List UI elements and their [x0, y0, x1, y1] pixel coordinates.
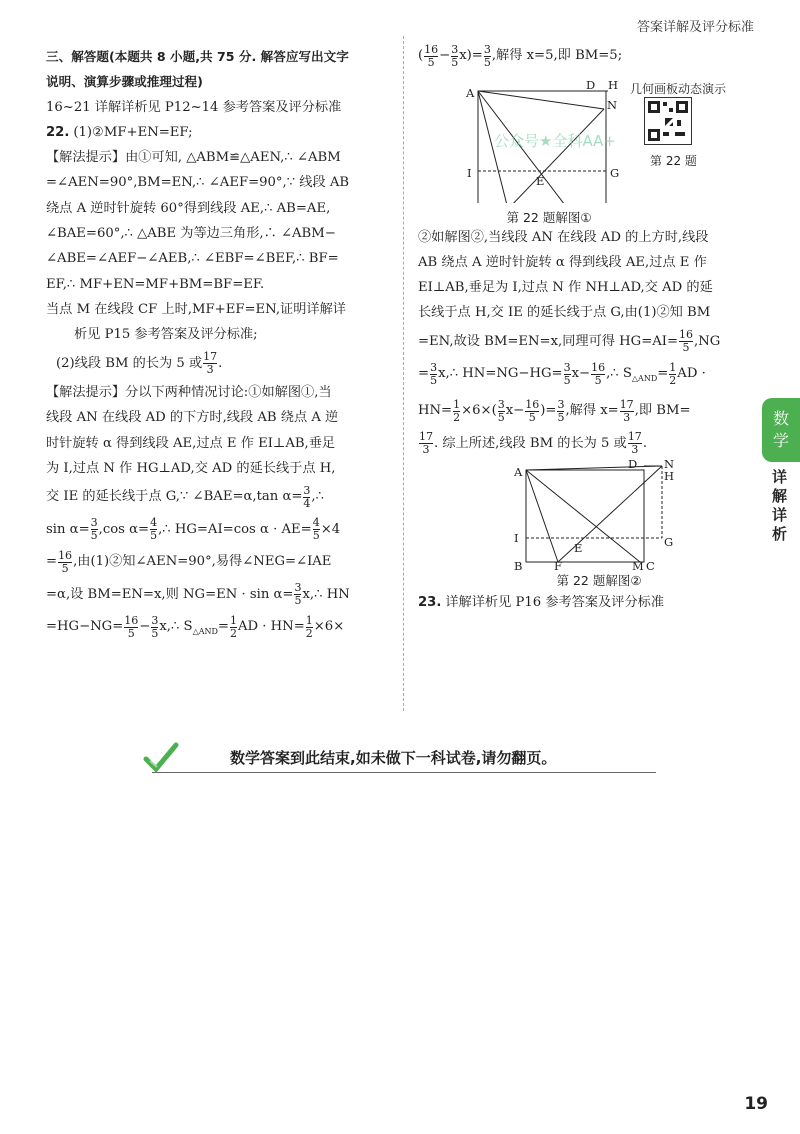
fig2-label-A: A	[514, 465, 523, 480]
fig2-label-D: D	[628, 460, 638, 472]
fig2-label-N: N	[664, 460, 675, 472]
fraction: $\frac{17}{3}$	[203, 350, 218, 377]
fraction: $\frac{3}{5}$	[483, 42, 491, 69]
text-line: 线段 AN 在线段 AD 的下方时,线段 AB 绕点 A 逆	[46, 410, 339, 426]
fraction: $\frac{16}{5}$	[58, 548, 73, 575]
fraction: $\frac{1}{2}$	[305, 613, 313, 640]
fraction: $\frac{16}{5}$	[124, 613, 139, 640]
fraction: $\frac{17}{3}$	[619, 397, 634, 424]
ref-16-21: 16~21 详解详析见 P12~14 参考答案及评分标准	[46, 99, 342, 115]
fraction: $\frac{3}{4}$	[303, 483, 311, 510]
end-note-rule	[152, 772, 656, 773]
subject-tab: 数学	[762, 398, 800, 462]
q23: 23. 详解详析见 P16 参考答案及评分标准	[418, 595, 665, 611]
figure-2-caption: 第 22 题解图②	[556, 573, 642, 589]
fig1-label-H: H	[608, 77, 619, 92]
text-line: =∠AEN=90°,BM=EN,∴ ∠AEF=90°,∵ 线段 AB	[46, 175, 350, 191]
end-note-text: 数学答案到此结束,如未做下一科试卷,请勿翻页。	[230, 749, 557, 767]
text-line: 为 I,过点 N 作 HG⊥AD,交 AD 的延长线于点 H,	[46, 460, 336, 476]
figure-2-block	[418, 460, 754, 589]
text-line: 【解法提示】分以下两种情况讨论:①如解图①,当	[46, 385, 332, 401]
fraction: $\frac{16}{5}$	[424, 42, 439, 69]
section-title-cont: 说明、演算步骤或推理过程)	[46, 74, 203, 90]
column-divider	[403, 36, 404, 711]
fraction: $\frac{17}{3}$	[627, 430, 642, 457]
text-line: 长线于点 H,交 IE 的延长线于点 G,由(1)②知 BM	[418, 305, 711, 321]
fig1-label-G: G	[610, 165, 620, 180]
fig1-label-D: D	[586, 77, 596, 92]
math-line: =α,设 BM=EN=x,则 NG=EN · sin α= $\frac{3}{5}$ x,∴ HN	[46, 581, 350, 608]
qr-code[interactable]	[644, 97, 692, 145]
fig2-label-C: C	[646, 559, 655, 573]
right-column	[418, 40, 754, 616]
fraction: $\frac{1}{2}$	[229, 613, 237, 640]
fig2-label-I: I	[514, 531, 519, 546]
fraction: $\frac{3}{5}$	[497, 397, 505, 424]
left-column	[46, 44, 394, 648]
text-line: 析见 P15 参考答案及评分标准;	[74, 327, 258, 343]
text-line: AB 绕点 A 逆时针旋转 α 得到线段 AE,过点 E 作	[418, 254, 707, 270]
math-line: = $\frac{3}{5}$ x,∴ HN=NG−HG= $\frac{3}{5}$ x− $\frac{16}{5}$ ,∴ $S_{\triangle AND}=$ $\frac{1}{2}$ AD ·	[418, 360, 706, 387]
text-line: 时针旋转 α 得到线段 AE,过点 E 作 EI⊥AB,垂足	[46, 435, 336, 451]
fig2-label-F: F	[554, 559, 562, 573]
fraction: $\frac{4}{5}$	[150, 516, 158, 543]
math-line: = $\frac{16}{5}$ ,由(1)②知∠AEN=90°,易得∠NEG=∠IAE	[46, 548, 332, 575]
math-line: $\frac{17}{3}$ . 综上所述,线段 BM 的长为 5 或 $\frac{17}{3}$ .	[419, 430, 648, 457]
side-label: 详解详析	[772, 468, 788, 543]
math-line: HN= $\frac{1}{2}$ ×6×( $\frac{3}{5}$ x− $\frac{16}{5}$ )= $\frac{3}{5}$ ,解得 x= $\frac{17}{3}$ ,即 BM=	[418, 397, 691, 424]
fraction: $\frac{1}{2}$	[453, 397, 461, 424]
fraction: $\frac{3}{5}$	[563, 360, 571, 387]
fraction: $\frac{3}{5}$	[90, 516, 98, 543]
text-line: EI⊥AB,垂足为 I,过点 N 作 NH⊥AD,交 AD 的延	[418, 280, 713, 296]
fraction: $\frac{16}{5}$	[525, 397, 540, 424]
fig2-label-B: B	[514, 559, 523, 573]
text-line: ②如解图②,当线段 AN 在线段 AD 的上方时,线段	[418, 229, 709, 245]
math-line: ( $\frac{16}{5}$ − $\frac{3}{5}$ x)= $\frac{3}{5}$ ,解得 x=5,即 BM=5;	[418, 42, 623, 69]
text-line: ∠ABE=∠AEF−∠AEB,∴ ∠EBF=∠BEF,∴ BF=	[46, 251, 339, 267]
q22-part1: 22. (1)②MF+EN=EF;	[46, 124, 193, 140]
page-number: 19	[744, 1094, 768, 1114]
fig1-label-A: A	[466, 85, 475, 100]
figure-1-caption: 第 22 题解图①	[506, 209, 592, 225]
end-note	[148, 745, 656, 773]
text-line: ∠BAE=60°,∴ △ABE 为等边三角形,∴ ∠ABM−	[46, 226, 336, 242]
watermark: 公众号★全科AA+	[494, 131, 616, 150]
fig1-label-I: I	[467, 165, 472, 180]
qr-label: 几何画板动态演示	[630, 81, 727, 96]
checkmark-icon	[142, 739, 182, 775]
fig1-label-N: N	[607, 97, 618, 112]
fig2-label-H: H	[664, 469, 675, 484]
text-line: 【解法提示】由①可知, △ABM≌△AEN,∴ ∠ABM	[46, 150, 341, 166]
fraction: $\frac{16}{5}$	[679, 328, 694, 355]
fraction: $\frac{3}{5}$	[430, 360, 438, 387]
fraction: $\frac{3}{5}$	[151, 613, 159, 640]
text-line: EF,∴ MF+EN=MF+BM=BF=EF.	[46, 276, 265, 292]
fraction: $\frac{16}{5}$	[591, 360, 606, 387]
fig2-label-G: G	[664, 535, 674, 550]
qr-pattern-icon	[645, 98, 691, 144]
section-title: 三、解答题(本题共 8 小题,共 75 分. 解答应写出文字	[46, 49, 349, 64]
figure-1-block	[418, 73, 754, 225]
math-line: 交 IE 的延长线于点 G,∵ ∠BAE=α,tan α= $\frac{3}{4}$ ,∴	[46, 483, 324, 510]
fig2-label-M: M	[632, 559, 644, 573]
qr-caption: 第 22 题	[650, 153, 697, 168]
fraction: $\frac{3}{5}$	[294, 581, 302, 608]
fraction: $\frac{3}{5}$	[557, 397, 565, 424]
q22-part2: (2)线段 BM 的长为 5 或 $\frac{17}{3}$ .	[56, 350, 223, 377]
fig1-label-E: E	[536, 173, 545, 188]
figure-2-diagram	[418, 460, 754, 572]
fig2-label-E: E	[574, 541, 583, 556]
math-line: =HG−NG= $\frac{16}{5}$ − $\frac{3}{5}$ x,∴ $S_{\triangle AND}=$ $\frac{1}{2}$ AD · HN= $\frac{1}{2}$ ×6×	[46, 613, 345, 640]
text-line: 当点 M 在线段 CF 上时,MF+EF=EN,证明详解详	[46, 301, 346, 317]
fraction: $\frac{4}{5}$	[312, 516, 320, 543]
fraction: $\frac{17}{3}$	[419, 430, 433, 457]
math-line: sin α= $\frac{3}{5}$ ,cos α= $\frac{4}{5}$ ,∴ HG=AI=cos α · AE= $\frac{4}{5}$ ×4	[46, 516, 341, 543]
math-line: =EN,故设 BM=EN=x,同理可得 HG=AI= $\frac{16}{5}$ ,NG	[418, 328, 721, 355]
text-line: 绕点 A 逆时针旋转 60°得到线段 AE,∴ AB=AE,	[46, 200, 331, 216]
fraction: $\frac{3}{5}$	[451, 42, 459, 69]
running-header: 答案详解及评分标准	[636, 20, 754, 35]
fraction: $\frac{1}{2}$	[669, 360, 677, 387]
